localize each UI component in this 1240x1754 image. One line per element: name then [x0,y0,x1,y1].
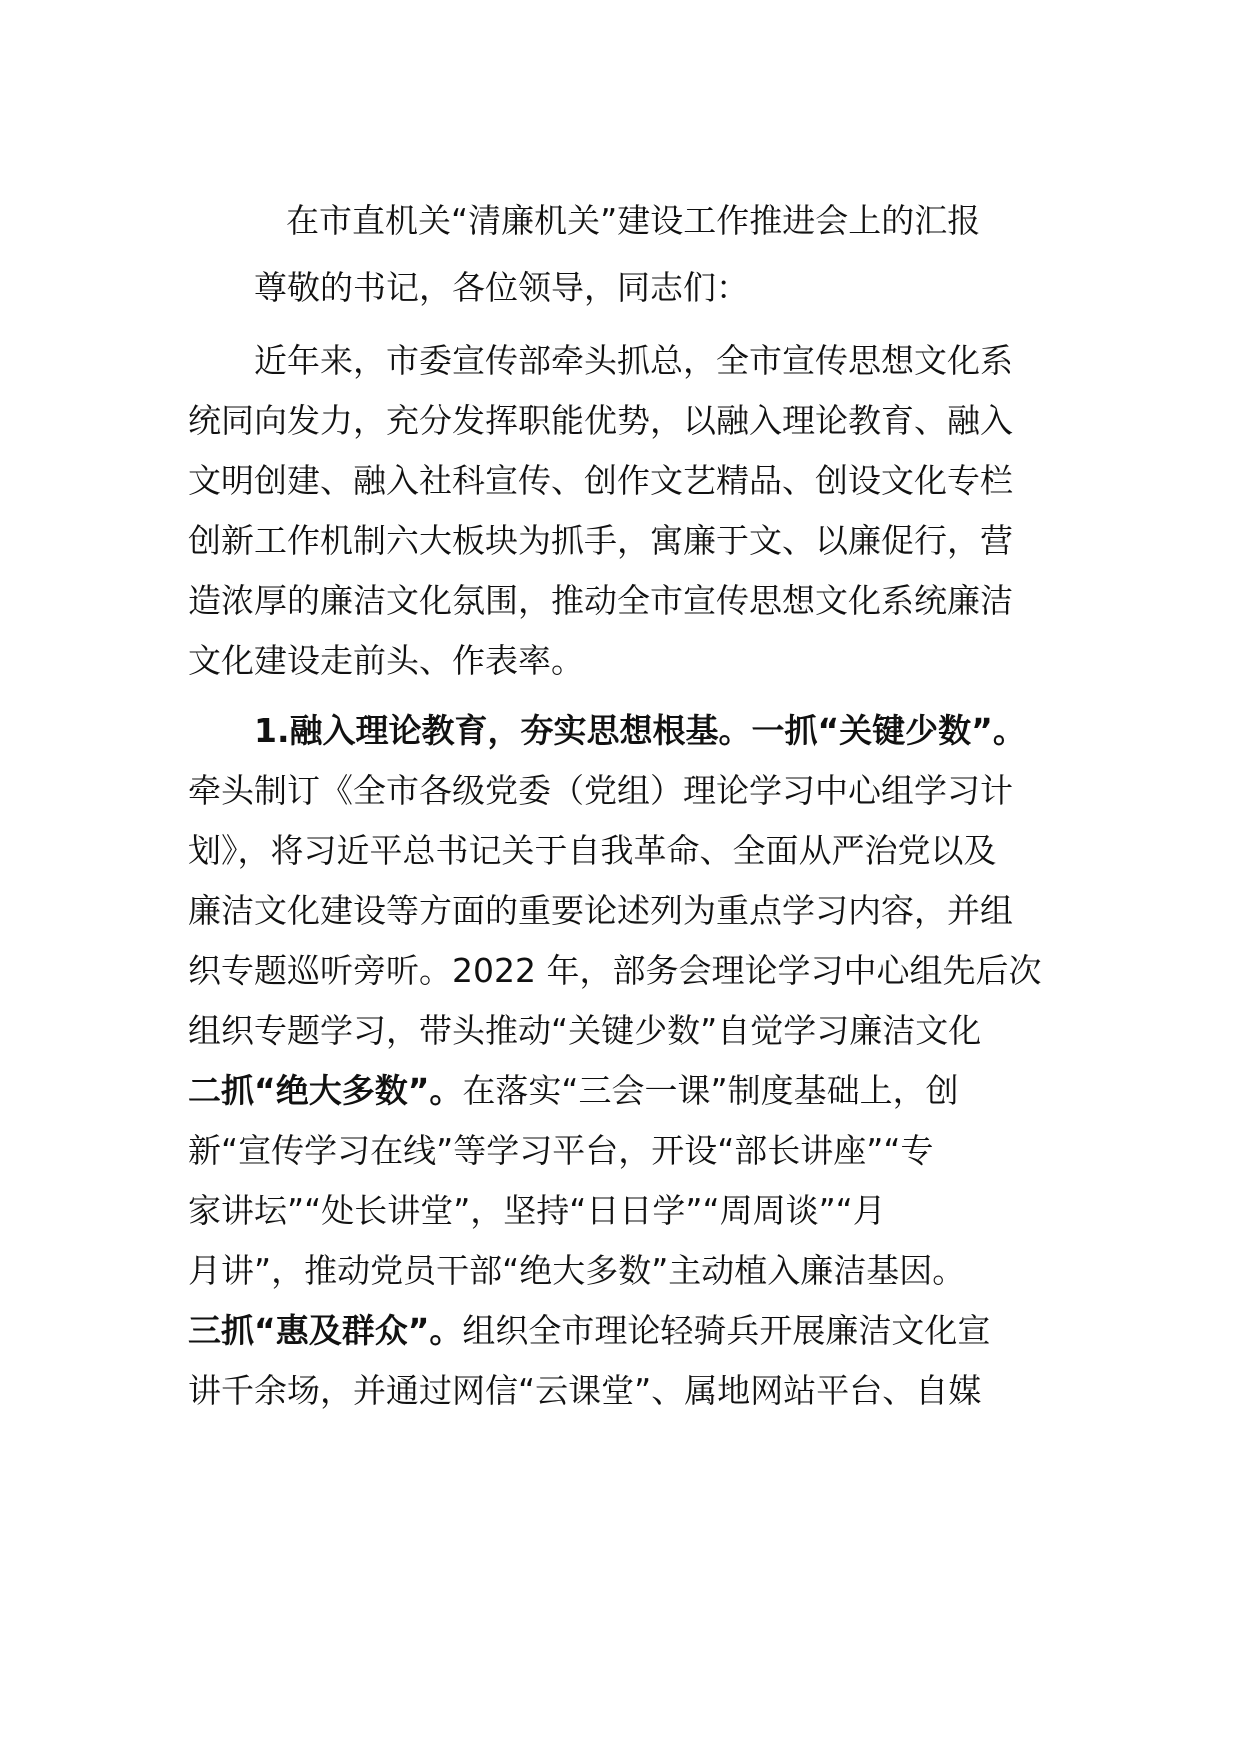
body-line: 牵头制订《全市各级党委（党组）理论学习中心组学习计 [188,771,1013,810]
body-line: 组织专题学习，带头推动“关键少数”自觉学习廉洁文化 [188,1011,982,1050]
body-line: 廉洁文化建设等方面的重要论述列为重点学习内容，并组 [188,891,1013,930]
sub-heading-2: 二抓“绝大多数”。 [188,1071,463,1110]
body-line: 织专题巡听旁听。2022 年，部务会理论学习中心组先后次 [188,951,1042,990]
body-line: 月讲”，推动党员干部“绝大多数”主动植入廉洁基因。 [188,1251,966,1290]
body-line: 划》，将习近平总书记关于自我革命、全面从严治党以及 [188,831,997,870]
intro-line: 造浓厚的廉洁文化氛围，推动全市宣传思想文化系统廉洁 [188,581,1013,620]
salutation: 尊敬的书记，各位领导，同志们： [254,268,749,307]
body-line [188,1306,1068,1356]
intro-line: 文明创建、融入社科宣传、创作文艺精品、创设文化专栏 [188,461,1013,500]
body-line: 新“宣传学习在线”等学习平台，开设“部长讲座”“专 [188,1131,934,1170]
intro-line: 统同向发力，充分发挥职能优势，以融入理论教育、融入 [188,401,1013,440]
intro-line: 近年来，市委宣传部牵头抓总，全市宣传思想文化系 [254,341,1013,380]
intro-line: 文化建设走前头、作表率。 [188,641,584,680]
intro-line: 创新工作机制六大板块为抓手，寓廉于文、以廉促行，营 [188,521,1013,560]
body-line: 家讲坛”“处长讲堂”，坚持“日日学”“周周谈”“月 [188,1191,886,1230]
body-line [188,1066,1068,1116]
section-1-heading: 1.融入理论教育，夯实思想根基。一抓“关键少数”。 [254,711,1026,750]
body-text: 在落实“三会一课”制度基础上，创 [462,1071,959,1110]
document-title: 在市直机关“清廉机关”建设工作推进会上的汇报 [286,201,981,240]
sub-heading-3: 三抓“惠及群众”。 [188,1311,463,1350]
body-line: 讲千余场，并通过网信“云课堂”、属地网站平台、自媒 [188,1371,982,1410]
body-text: 组织全市理论轻骑兵开展廉洁文化宣 [462,1311,991,1350]
